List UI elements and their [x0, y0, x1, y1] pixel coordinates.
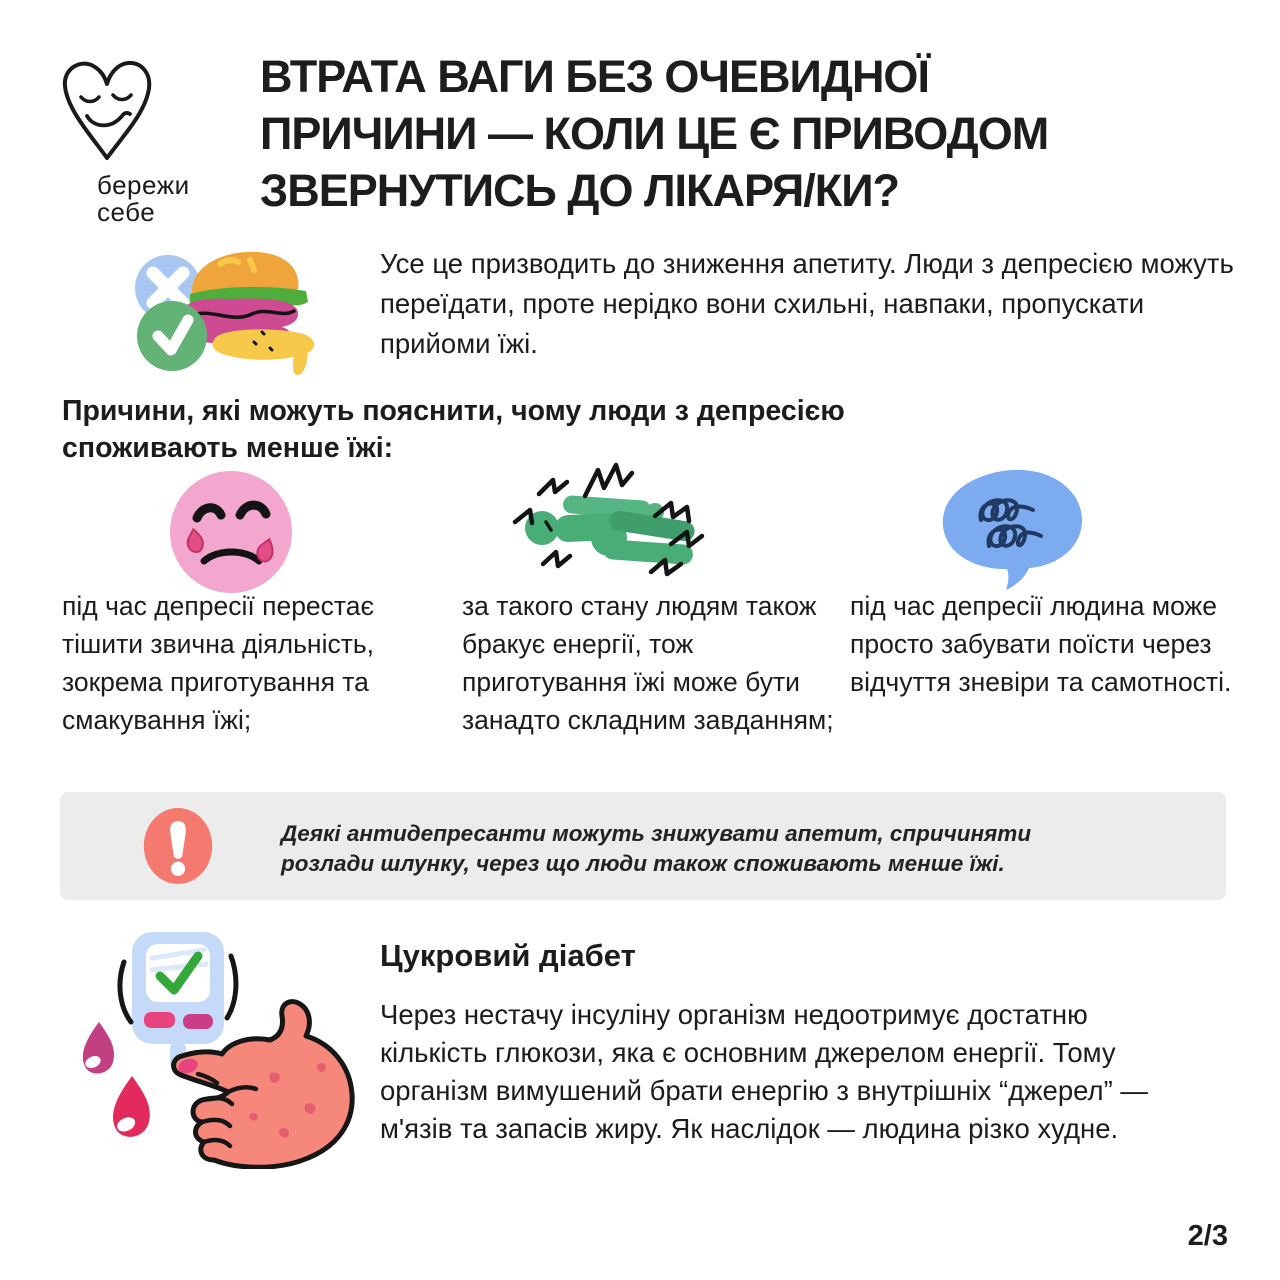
warning-text: Деякі антидепресанти можуть знижувати апетит, спричиняти розлади шлунку, через що люди також споживають менше їжі.: [281, 821, 1032, 876]
diabetes-heading: Цукровий діабет: [380, 938, 636, 973]
reason-item-3: під час депресії людина може просто забувати поїсти через відчуття зневіри та самотності.: [850, 591, 1232, 697]
exclamation-icon: [140, 805, 216, 892]
brand-name-line1: бережи: [97, 170, 190, 200]
reasons-heading: Причини, які можуть пояснити, чому люди з депресією споживають менше їжі:: [62, 395, 845, 464]
heart-smile-logo-icon: [55, 40, 165, 180]
reason-item-2: за такого стану людям також бракує енергії, тож приготування їжі може бути занадто складним завданням;: [462, 591, 834, 735]
glucometer-hand-icon: [60, 924, 360, 1174]
reason-item-1: під час депресії перестає тішити звична діяльність, зокрема приготування та смакування їжі;: [62, 591, 375, 735]
tangled-thoughts-bubble-icon: [933, 464, 1095, 603]
exhausted-person-icon: [505, 460, 710, 607]
page-number: 2/3: [1187, 1220, 1228, 1252]
brand-logo: [55, 40, 235, 240]
brand-name: [97, 172, 190, 226]
burger-crossed-approved-icon: [120, 238, 340, 383]
page-title-line1: ВТРАТА ВАГИ БЕЗ ОЧЕВИДНОЇ: [260, 51, 929, 102]
brand-name-line2: себе: [97, 197, 156, 227]
intro-paragraph: Усе це призводить до зниження апетиту. Люди з депресією можуть переїдати, проте нерідко вони схильні, навпаки, пропускати прийоми їжі.: [380, 248, 1234, 359]
sad-crying-face-icon: [160, 466, 302, 605]
diabetes-paragraph: Через нестачу інсуліну організм недоотримує достатню кількість глюкози, яка є основним джерелом енергії. Тому організм вимушений брати енергію з внутрішніх “джерел” — м'язів та запасів жиру. Як наслідок — людина різко худне.: [380, 999, 1148, 1144]
page-title-line3: ЗВЕРНУТИСЬ ДО ЛІКАРЯ/КИ?: [260, 165, 900, 216]
page-title: [260, 48, 1180, 219]
page-title-line2: ПРИЧИНИ — КОЛИ ЦЕ Є ПРИВОДОМ: [260, 108, 1049, 159]
